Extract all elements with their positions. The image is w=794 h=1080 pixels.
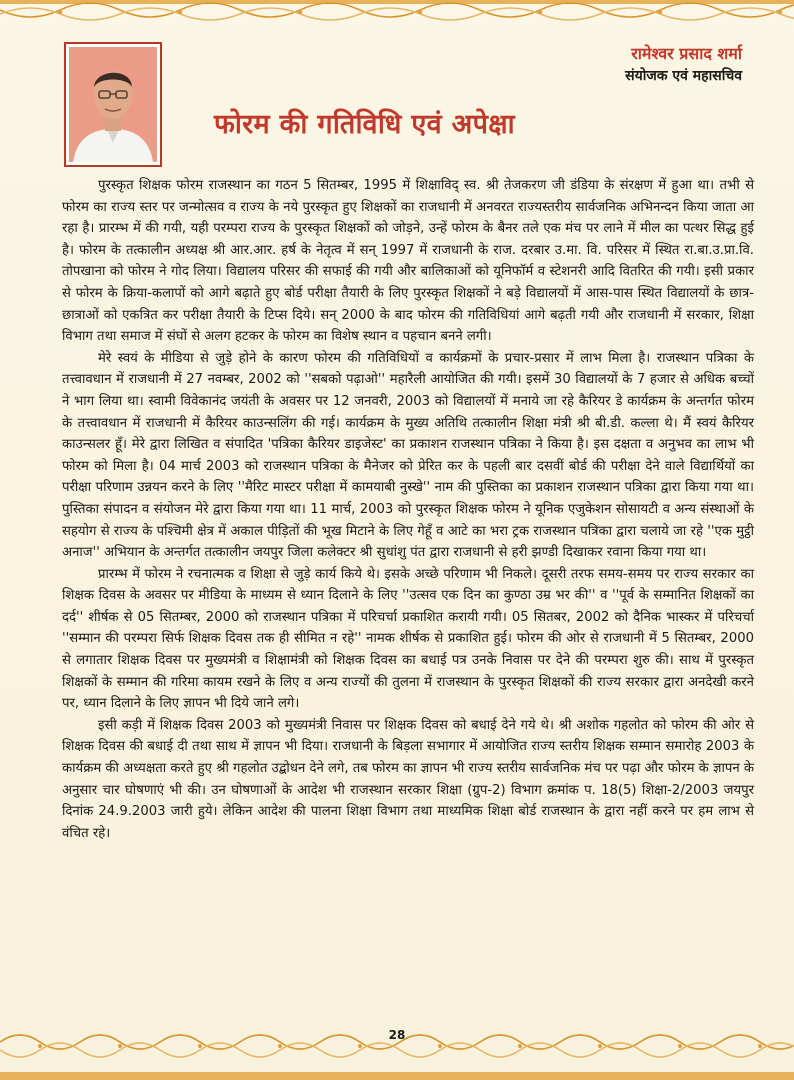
article-title: फोरम की गतिविधि एवं अपेक्षा <box>214 109 515 140</box>
decorative-top-border <box>0 0 794 30</box>
page-number: 28 <box>388 1028 406 1042</box>
author-name: रामेश्वर प्रसाद शर्मा <box>631 44 742 63</box>
author-photo-frame <box>64 42 162 167</box>
paragraph-1: पुरस्कृत शिक्षक फोरम राजस्थान का गठन 5 सितम्बर, 1995 में शिक्षाविद् स्व. श्री तेजकरण जी डंडिया के संरक्षण में हुआ था। तभी से फोरम का राज्य स्तर पर जन्मोत्सव व राज्य के नये पुरस्कृत हुए शिक्षकों का राजधानी में अनवरत राज्यस्तरीय सार्वजनिक अभिनन्दन किया जाता आ रहा है। प्रारम्भ में की गयी, यही परम्परा राज्य के पुरस्कृत शिक्षकों को जोड़ने, उन्हें फोरम के बैनर तले एक मंच पर लाने में मील का पत्थर सिद्ध हुई है। फोरम के तत्कालीन अध्यक्ष श्री आर.आर. हर्ष के नेतृत्व में सन् 1997 में राजधानी के राज. दरबार उ.मा. वि. परिसर में स्थित रा.बा.उ.प्रा.वि. तोपखाना को फोरम ने गोद लिया। विद्यालय परिसर की सफाई की गयी और बालिकाओं को यूनिफॉर्म व स्टेशनरी आदि वितरित की गयी। इसी प्रकार से फोरम के क्रिया-कलापों को आगे बढ़ाते हुए बोर्ड परीक्षा तैयारी के लिए पुरस्कृत शिक्षकों ने बड़े विद्यालयों में आस-पास स्थित विद्यालयों के छात्र-छात्राओं को एकत्रित कर परीक्षा तैयारी के टिप्स दिये। सन् 2000 के बाद फोरम की गतिविधियां आगे बढ़ती गयी और राजधानी में सरकार, शिक्षा विभाग तथा समाज में संघों से अलग हटकर के फोरम का विशेष स्थान व पहचान बनने लगी। <box>62 178 754 345</box>
article-body <box>62 175 754 844</box>
author-photo <box>69 47 157 162</box>
paragraph-4: इसी कड़ी में शिक्षक दिवस 2003 को मुख्यमंत्री निवास पर शिक्षक दिवस को बधाई देने गये थे। श्री अशोक गहलोत को फोरम की ओर से शिक्षक दिवस की बधाई दी तथा साथ में ज्ञापन भी दिया। राजधानी के बिड़ला सभागार में आयोजित राज्य स्तरीय शिक्षक सम्मान समारोह 2003 के कार्यक्रम की अध्यक्षता करते हुए श्री गहलोत उद्बोधन देने लगे, तब फोरम का ज्ञापन भी राज्य स्तरीय सार्वजनिक मंच पर पढ़ा और फोरम के ज्ञापन के अनुसार चार घोषणाएं भी की। उन घोषणाओं के आदेश भी राजस्थान सरकार शिक्षा (ग्रुप-2) विभाग क्रमांक प. 18(5) शिक्षा-2/2003 जयपुर दिनांक 24.9.2003 जारी हुये। लेकिन आदेश की पालना शिक्षा विभाग तथा माध्यमिक शिक्षा बोर्ड राजस्थान के द्वारा नहीं करने पर हम लाभ से वंचित रहे। <box>62 717 754 841</box>
author-role: संयोजक एवं महासचिव <box>625 68 742 84</box>
paragraph-2: मेरे स्वयं के मीडिया से जुड़े होने के कारण फोरम की गतिविधियों व कार्यक्रमों के प्रचार-प्रसार में लाभ मिला है। राजस्थान पत्रिका के तत्त्वावधान में राजधानी में 27 नवम्बर, 2002 को ''सबको पढ़ाओ'' महारैली आयोजित की गयी। इसमें 30 विद्यालयों के 7 हजार से अधिक बच्चों ने भाग लिया था। स्वामी विवेकानंद जयंती के अवसर पर 12 जनवरी, 2003 को विद्यालयों में मनाये जा रहे कैरियर डे कार्यक्रम के अन्तर्गत फोरम के तत्त्वावधान में राजधानी में कैरियर काउन्सलिंग की गई। कार्यक्रम के मुख्य अतिथि तत्कालीन शिक्षा मंत्री श्री बी.डी. कल्ला थे। मैं स्वयं कैरियर काउन्सलर हूँ। मेरे द्वारा लिखित व संपादित 'पत्रिका कैरियर डाइजेस्ट' का प्रकाशन राजस्थान पत्रिका ने किया है। इस दक्षता व अनुभव का लाभ भी फोरम को मिला है। 04 मार्च 2003 को राजस्थान पत्रिका के मैनेजर को प्रेरित कर के पहली बार दसवीं बोर्ड की परीक्षा देने वाले विद्यार्थियों का परीक्षा परिणाम उन्नयन करने के लिए ''मैरिट मास्टर परीक्षा में कामयाबी नुस्खे'' नाम की पुस्तिका का प्रकाशन राजस्थान पत्रिका द्वारा किया गया था। पुस्तिका संपादन व संयोजन मेरे द्वारा किया गया था। 11 मार्च, 2003 को पुरस्कृत शिक्षक फोरम ने यूनिक एजुकेशन सोसायटी व अन्य संस्थाओं के सहयोग से राज्य के पश्चिमी क्षेत्र में अकाल पीड़ितों की भूख मिटाने के लिए गेहूँ व आटे का भरा ट्रक राजस्थान पत्रिका द्वारा चलाये जा रहे ''एक मुट्ठी अनाज'' अभियान के अन्तर्गत तत्कालीन जयपुर जिला कलेक्टर श्री सुधांशु पंत द्वारा राजधानी से हरी झण्डी दिखाकर रवाना किया गया था। <box>62 350 754 561</box>
paragraph-3: प्रारम्भ में फोरम ने रचनात्मक व शिक्षा से जुड़े कार्य किये थे। इसके अच्छे परिणाम भी निकले। दूसरी तरफ समय-समय पर राज्य सरकार का शिक्षक दिवस के अवसर पर मीडिया के माध्यम से ध्यान दिलाने के लिए ''उत्सव एक दिन का कुण्ठा उम्र भर की'' व ''पूर्व के सम्मानित शिक्षकों का दर्द'' शीर्षक से 05 सितम्बर, 2000 को राजस्थान पत्रिका में परिचर्चा प्रकाशित करायी गयी। 05 सितबर, 2002 को दैनिक भास्कर में परिचर्चा ''सम्मान की परम्परा सिर्फ शिक्षक दिवस तक ही सीमित न रहे'' नामक शीर्षक से प्रकाशित हुई। फोरम की ओर से राजधानी में 5 सितम्बर, 2000 से लगातार शिक्षक दिवस पर मुख्यमंत्री व शिक्षामंत्री को शिक्षक दिवस का बधाई पत्र उनके निवास पर देने की परम्परा शुरु की। साथ में पुरस्कृत शिक्षकों के सम्मान की गरिमा कायम रखने के लिए व अन्य राज्यों की तुलना में राजस्थान के पुरस्कृत शिक्षकों की राज्य सरकार द्वारा अनदेखी करने पर, ध्यान दिलाने के लिए ज्ञापन भी दिये जाने लगे। <box>62 566 754 712</box>
